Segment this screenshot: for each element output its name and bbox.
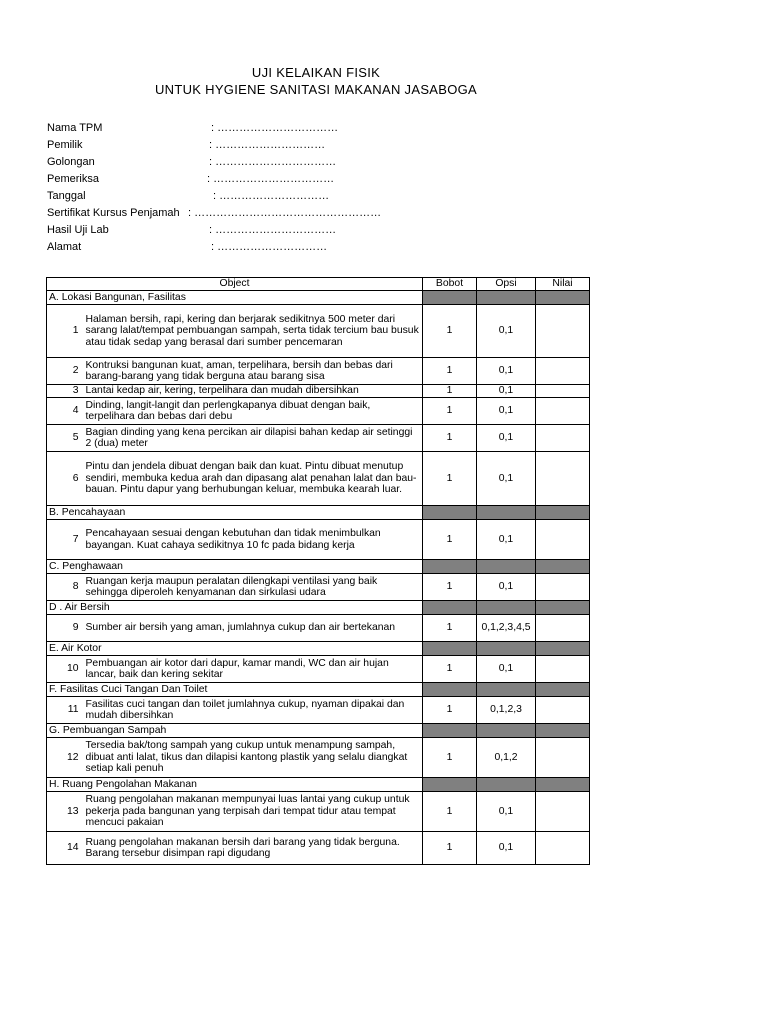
field-nama-tpm <box>47 122 339 134</box>
item-number: 14 <box>47 832 82 865</box>
item-number: 5 <box>47 425 82 452</box>
item-number: 10 <box>47 656 82 683</box>
field-label: Sertifikat Kursus Penjamah <box>47 207 180 219</box>
table-row <box>47 305 590 358</box>
item-number: 4 <box>47 398 82 425</box>
item-text: Halaman bersih, rapi, kering dan berjarak sedikitnya 500 meter dari sarang lalat/tempat pembuangan sampah, serta tidak tercium bau busuk atau tidak sedap yang berasal dari sumber pencemaran <box>82 305 423 358</box>
section-title: F. Fasilitas Cuci Tangan Dan Toilet <box>47 683 423 697</box>
item-nilai[interactable] <box>536 832 590 865</box>
section-row <box>47 291 590 305</box>
table-row <box>47 452 590 506</box>
item-bobot: 1 <box>423 574 477 601</box>
section-row <box>47 724 590 738</box>
field-label: Pemilik <box>47 139 83 151</box>
field-value: : …………………………… <box>209 224 337 236</box>
table-row <box>47 385 590 398</box>
header-bobot: Bobot <box>423 278 477 291</box>
item-bobot: 1 <box>423 615 477 642</box>
table-row <box>47 574 590 601</box>
item-opsi: 0,1,2,3 <box>477 697 536 724</box>
item-number: 11 <box>47 697 82 724</box>
item-text: Lantai kedap air, kering, terpelihara dan mudah dibersihkan <box>82 385 423 398</box>
field-value: : ………………………… <box>209 139 326 151</box>
item-opsi: 0,1 <box>477 452 536 506</box>
field-hasil-uji-lab <box>47 224 337 236</box>
table-row <box>47 832 590 865</box>
item-opsi: 0,1 <box>477 792 536 832</box>
item-nilai[interactable] <box>536 615 590 642</box>
section-row <box>47 560 590 574</box>
field-label: Pemeriksa <box>47 173 99 185</box>
item-text: Dinding, langit-langit dan perlengkapanya dibuat dengan baik, terpelihara dan bebas dari debu <box>82 398 423 425</box>
item-nilai[interactable] <box>536 358 590 385</box>
item-bobot: 1 <box>423 832 477 865</box>
item-opsi: 0,1,2,3,4,5 <box>477 615 536 642</box>
section-title: E. Air Kotor <box>47 642 423 656</box>
item-bobot: 1 <box>423 656 477 683</box>
section-title: A. Lokasi Bangunan, Fasilitas <box>47 291 423 305</box>
item-opsi: 0,1 <box>477 574 536 601</box>
section-title: H. Ruang Pengolahan Makanan <box>47 778 423 792</box>
item-opsi: 0,1 <box>477 520 536 560</box>
item-opsi: 0,1 <box>477 832 536 865</box>
field-alamat <box>47 241 328 253</box>
item-bobot: 1 <box>423 425 477 452</box>
item-opsi: 0,1 <box>477 656 536 683</box>
document-title-line-1: UJI KELAIKAN FISIK <box>251 65 381 80</box>
section-row <box>47 683 590 697</box>
item-number: 3 <box>47 385 82 398</box>
item-nilai[interactable] <box>536 398 590 425</box>
item-opsi: 0,1 <box>477 398 536 425</box>
item-opsi: 0,1 <box>477 385 536 398</box>
field-value: : …………………………………………… <box>188 207 382 219</box>
item-text: Fasilitas cuci tangan dan toilet jumlahnya cukup, nyaman dipakai dan mudah dibersihkan <box>82 697 423 724</box>
item-nilai[interactable] <box>536 738 590 778</box>
field-golongan <box>47 156 337 168</box>
item-bobot: 1 <box>423 738 477 778</box>
table-row <box>47 425 590 452</box>
item-number: 1 <box>47 305 82 358</box>
item-opsi: 0,1 <box>477 305 536 358</box>
field-sertifikat <box>47 207 382 219</box>
field-value: : …………………………… <box>207 173 335 185</box>
document-title-line-2: UNTUK HYGIENE SANITASI MAKANAN JASABOGA <box>154 82 478 97</box>
item-text: Kontruksi bangunan kuat, aman, terpelihara, bersih dan bebas dari barang-barang yang tidak berguna atau barang sisa <box>82 358 423 385</box>
item-opsi: 0,1,2 <box>477 738 536 778</box>
section-title: B. Pencahayaan <box>47 506 423 520</box>
table-row <box>47 697 590 724</box>
section-title: C. Penghawaan <box>47 560 423 574</box>
item-bobot: 1 <box>423 385 477 398</box>
field-label: Alamat <box>47 241 82 253</box>
item-opsi: 0,1 <box>477 358 536 385</box>
item-number: 9 <box>47 615 82 642</box>
field-tanggal <box>47 190 330 202</box>
item-bobot: 1 <box>423 358 477 385</box>
field-label: Nama TPM <box>47 122 103 134</box>
field-pemeriksa <box>47 173 335 185</box>
item-nilai[interactable] <box>536 305 590 358</box>
field-value: : …………………………… <box>211 122 339 134</box>
table-row <box>47 738 590 778</box>
item-number: 2 <box>47 358 82 385</box>
header-object: Object <box>47 278 423 291</box>
item-bobot: 1 <box>423 520 477 560</box>
section-title: D . Air Bersih <box>47 601 423 615</box>
field-label: Tanggal <box>47 190 86 202</box>
section-title: G. Pembuangan Sampah <box>47 724 423 738</box>
field-pemilik <box>47 139 326 151</box>
item-number: 12 <box>47 738 82 778</box>
item-text: Pintu dan jendela dibuat dengan baik dan kuat. Pintu dibuat menutup sendiri, membuka kedua arah dan dipasang alat penahan lalat dan bau-bauan. Pintu dapur yang berhubungan keluar, membuka kearah luar. <box>82 452 423 506</box>
item-text: Pembuangan air kotor dari dapur, kamar mandi, WC dan air hujan lancar, baik dan kering sekitar <box>82 656 423 683</box>
item-nilai[interactable] <box>536 425 590 452</box>
item-bobot: 1 <box>423 792 477 832</box>
item-text: Ruang pengolahan makanan bersih dari barang yang tidak berguna. Barang tersebur disimpan rapi digudang <box>82 832 423 865</box>
item-text: Tersedia bak/tong sampah yang cukup untuk menampung sampah, dibuat anti lalat, tikus dan dilapisi kantong plastik yang selalu diangkat setiap kali penuh <box>82 738 423 778</box>
item-nilai[interactable] <box>536 574 590 601</box>
inspection-table <box>46 277 590 865</box>
item-text: Ruang pengolahan makanan mempunyai luas lantai yang cukup untuk pekerja pada bangunan yang terpisah dari tempat tidur atau tempat mencuci pakaian <box>82 792 423 832</box>
item-number: 8 <box>47 574 82 601</box>
item-bobot: 1 <box>423 697 477 724</box>
header-opsi: Opsi <box>477 278 536 291</box>
item-nilai[interactable] <box>536 697 590 724</box>
table-row <box>47 358 590 385</box>
item-number: 7 <box>47 520 82 560</box>
field-label: Golongan <box>47 156 95 168</box>
table-row <box>47 520 590 560</box>
field-value: : …………………………… <box>209 156 337 168</box>
section-row <box>47 778 590 792</box>
header-nilai: Nilai <box>536 278 590 291</box>
item-text: Pencahayaan sesuai dengan kebutuhan dan tidak menimbulkan bayangan. Kuat cahaya sedikitnya 10 fc pada bidang kerja <box>82 520 423 560</box>
field-value: : ………………………… <box>213 190 330 202</box>
item-nilai[interactable] <box>536 656 590 683</box>
item-nilai[interactable] <box>536 792 590 832</box>
table-row <box>47 792 590 832</box>
section-row <box>47 506 590 520</box>
field-label: Hasil Uji Lab <box>47 224 109 236</box>
item-nilai[interactable] <box>536 385 590 398</box>
item-bobot: 1 <box>423 398 477 425</box>
item-text: Sumber air bersih yang aman, jumlahnya cukup dan air bertekanan <box>82 615 423 642</box>
field-value: : ………………………… <box>211 241 328 253</box>
section-row <box>47 601 590 615</box>
item-nilai[interactable] <box>536 520 590 560</box>
item-number: 6 <box>47 452 82 506</box>
table-row <box>47 656 590 683</box>
item-text: Ruangan kerja maupun peralatan dilengkapi ventilasi yang baik sehingga diperoleh kenyamanan dan sirkulasi udara <box>82 574 423 601</box>
item-bobot: 1 <box>423 305 477 358</box>
item-text: Bagian dinding yang kena percikan air dilapisi bahan kedap air setinggi 2 (dua) meter <box>82 425 423 452</box>
table-row <box>47 615 590 642</box>
section-row <box>47 642 590 656</box>
item-opsi: 0,1 <box>477 425 536 452</box>
item-nilai[interactable] <box>536 452 590 506</box>
table-row <box>47 398 590 425</box>
item-number: 13 <box>47 792 82 832</box>
item-bobot: 1 <box>423 452 477 506</box>
